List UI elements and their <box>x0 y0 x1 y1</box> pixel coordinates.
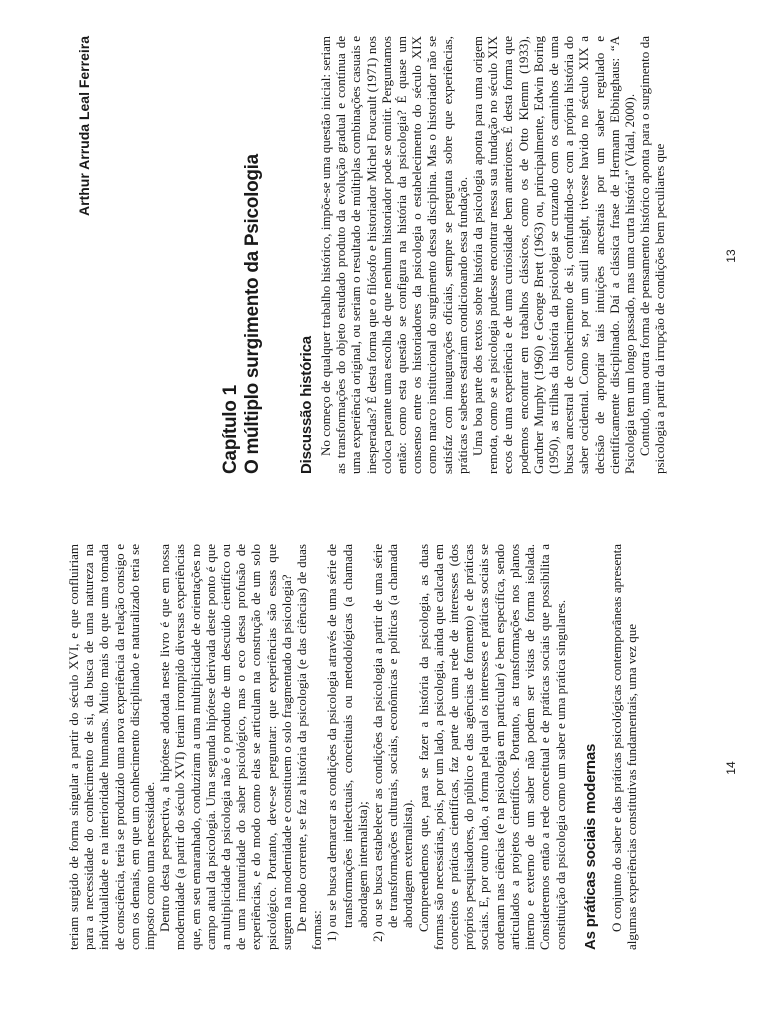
section-title: Discussão histórica <box>298 336 315 474</box>
list-item: 2) ou se busca estabelecer as condições da psicologia a partir de uma série de transformações culturais, sociais, econômicas e políticas (a chamada abordagem externalista). <box>370 544 416 942</box>
page-number: 13 <box>724 249 738 263</box>
paragraph: De modo corrente, se faz a história da psicologia (e das ciências) de duas formas: <box>294 544 325 950</box>
left-page-text <box>66 544 639 950</box>
list-item: 1) ou se busca demarcar as condições da psicologia através de uma série de transformações intelectuais, conceituais ou metodológicas (a chamada abordagem internalista); <box>324 544 370 942</box>
paragraph: O conjunto do saber e das práticas psicológicas contemporâneas apresenta algumas experiências constitutivas fundamentais, uma vez que <box>608 544 639 950</box>
paragraph: Uma boa parte dos textos sobre história da psicologia aponta para uma origem remota, como se a psicologia pudesse encontrar nessa sua fundação no século XIX ecos de uma experiência e de uma curiosidade bem anteriores. É desta forma que podemos encontrar em trabalhos clássicos, como os de Otto Klemm (1933), Gardner Murphy (1960) e George Brett (1963) ou, principalmente, Edwin Boring (1950), as trilhas da história da psicologia se cruzando com os caminhos de uma busca ancestral de conhecimento de si, confundindo-se com a própria história do saber ocidental. Como se, por um sutil insight, tivesse havido no século XIX a decisão de apropriar tais intuições ancestrais por um saber regulado e cientificamente disciplinado. Daí a clássica frase de Hermann Ebbinghaus: “A Psicologia tem um longo passado, mas uma curta história” (Vidal, 2000). <box>470 36 638 474</box>
chapter-label: Capítulo 1 <box>220 385 241 474</box>
paragraph: Compreendemos que, para se fazer a história da psicologia, as duas formas são necessárias, pois, por um lado, a psicologia, ainda que calcada em conceitos e práticas científicas, faz parte de uma rede de interesses (dos próprios pesquisadores, do público e das agências de fomento) e de práticas sociais. E, por outro lado, a forma pela qual os interesses e práticas sociais se ordenam nas ciências (e na psicologia em particular) é bem específica, sendo articulados a projetos científicos. Portanto, as transformações nos planos interno e externo de um saber não podem ser vistas de forma isolada. Consideremos então a rede conceitual e de práticas sociais que possibilita a constituição da psicologia como um saber e uma prática singulares. <box>415 544 568 950</box>
left-page <box>0 512 768 1024</box>
page-number: 14 <box>724 761 738 775</box>
chapter-title: O múltiplo surgimento da Psicologia <box>242 154 263 474</box>
right-page-text <box>318 36 668 474</box>
author-name: Arthur Arruda Leal Ferreira <box>76 36 92 216</box>
paragraph: Dentro desta perspectiva, a hipótese adotada neste livro é que em nossa modernidade (a partir do século XVI) teriam irrompido diversas experiências que, em seu emaranhado, conduziram a uma multiplicidade de orientações no campo atual da psicologia. Uma segunda hipótese derivada deste ponto é que a multiplicidade da psicologia não é o produto de um descuido científico ou de uma imaturidade do saber psicológico, mas o eco dessa profusão de experiências, e do modo como elas se articulam na construção de um solo psicológico. Portanto, deve-se perguntar: que experiências são essas que surgem na modernidade e constituem o solo fragmentado da psicologia? <box>157 544 294 950</box>
paragraph: Contudo, uma outra forma de pensamento histórico aponta para o surgimento da psicologia a partir da irrupção de condições bem peculiares que <box>637 36 668 474</box>
chapter-header <box>62 36 92 474</box>
chapter-title-block <box>220 36 325 474</box>
paragraph: teriam surgido de forma singular a partir do século XVI, e que confluiriam para a necessidade do conhecimento de si, da busca de uma natureza na individualidade e na interioridade humanas. Muito mais do que uma tomada de consciência, teria se produzido uma nova experiência da relação consigo e com os demais, em que um conhecimento disciplinado e naturalizado teria se imposto como uma necessidade. <box>66 544 158 950</box>
paragraph: No começo de qualquer trabalho histórico, impõe-se uma questão inicial: seriam as transformações do objeto estudado produto da evolução gradual e contínua de uma experiência original, ou seriam o resultado de múltiplas combinações casuais e inesperadas? É desta forma que o filósofo e historiador Michel Foucault (1971) nos coloca perante uma escolha de que nenhum historiador pode se omitir. Perguntamos então: como esta questão se configura na história da psicologia? É quase um consenso entre os historiadores da psicologia o estabelecimento do século XIX como marco institucional do surgimento dessa disciplina. Mas o historiador não se satisfaz com inaugurações oficiais, sempre se pergunta sobre que experiências, práticas e saberes estariam condicionando essa fundação. <box>318 36 470 474</box>
section-title: As práticas sociais modernas <box>581 743 599 950</box>
